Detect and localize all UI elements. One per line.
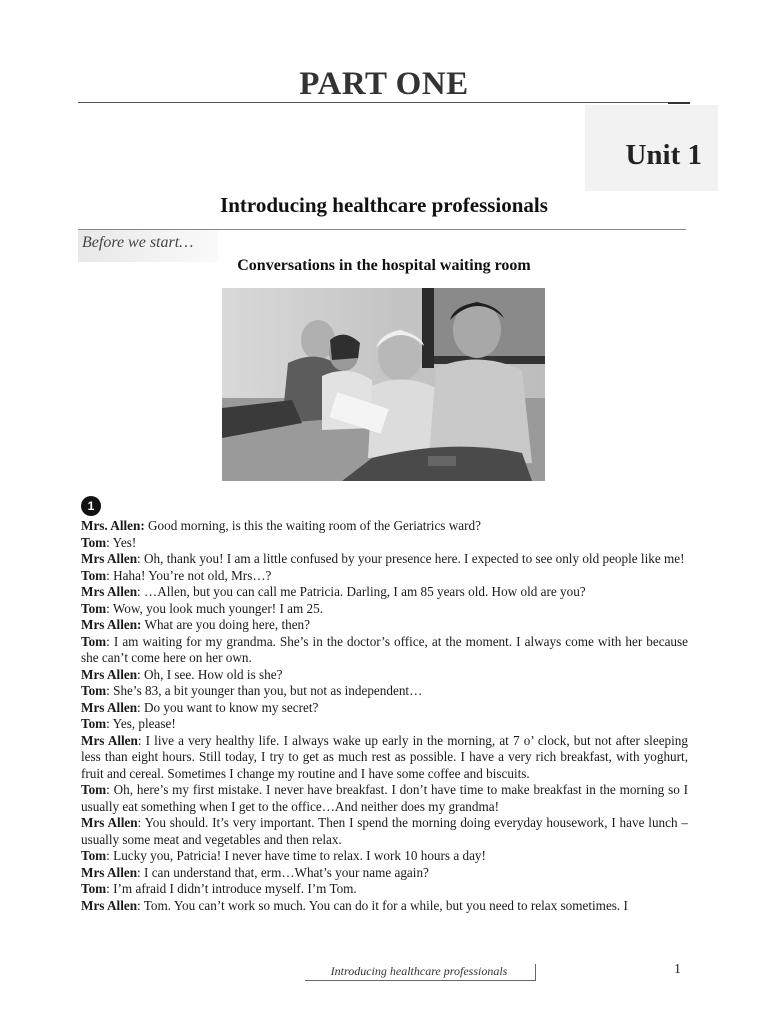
speaker-name: Tom [81,633,107,649]
dialogue-line [81,700,688,717]
dialogue-line [81,601,688,618]
page-number: 1 [674,962,681,977]
dialogue-line [81,716,688,733]
speaker-name: Mrs Allen [81,732,138,748]
header-rule [78,102,668,103]
line-text: : I’m afraid I didn’t introduce myself. I’m Tom. [106,881,357,896]
speaker-name: Tom [81,782,107,797]
speaker-name: Mrs Allen [81,551,138,566]
line-text: : Yes, please! [106,716,176,731]
footer-rule [305,980,535,981]
part-title: PART ONE [299,66,469,102]
footer-rule-tick [535,964,536,981]
speaker-name: Mrs Allen [81,864,138,880]
dialogue-line [81,782,688,815]
dialogue-line [81,584,688,601]
dialogue-line [81,551,688,568]
line-text: : She’s 83, a bit younger than you, but not as independent… [106,683,423,698]
line-text: : I can understand that, erm…What’s your name again? [137,864,429,880]
dialogue-line [81,733,688,783]
dialogue-line [81,667,688,684]
speaker-name: Tom [81,881,107,896]
speaker-name: Tom [81,600,107,616]
line-text: What are you doing here, then? [141,617,311,632]
dialogue-line [81,865,688,882]
dialogue [81,518,688,914]
before-we-start-label: Before we start… [82,234,194,251]
dialogue-line [81,848,688,865]
speaker-name: Mrs Allen [81,815,138,830]
line-text: : Oh, thank you! I am a little confused by your presence here. I expected to see only old people like me! [137,551,685,566]
line-text: : You should. It’s very important. Then I spend the morning doing everyday housework, I have lunch – usually some meat and vegetables and then relax. [81,815,688,847]
speaker-name: Tom [81,534,107,550]
line-text: : Oh, I see. How old is she? [137,666,283,682]
line-text: : Tom. You can’t work so much. You can do it for a while, but you need to relax sometimes. I [137,897,628,913]
line-text: : …Allen, but you can call me Patricia. Darling, I am 85 years old. How old are you? [137,584,586,599]
speaker-name: Tom [81,567,107,583]
dialogue-line [81,568,688,585]
section-title: Introducing healthcare professionals [220,193,548,217]
header-rule-accent [668,102,690,104]
line-text: : Oh, here’s my first mistake. I never have breakfast. I don’t have time to make breakfast in the morning so I usually eat something when I get to the office…And neither does my grandma! [81,782,688,814]
dialogue-line [81,898,688,915]
speaker-name: Tom [81,848,107,863]
line-text: : Yes! [106,534,137,550]
dialogue-line [81,535,688,552]
exercise-number-badge: 1 [81,496,101,516]
dialogue-line [81,634,688,667]
waiting-room-photo [222,288,545,481]
line-text: Good morning, is this the waiting room of the Geriatrics ward? [144,518,481,533]
dialogue-line [81,881,688,898]
speaker-name: Mrs Allen: [81,617,142,632]
speaker-name: Mrs Allen [81,897,138,913]
running-footer-title: Introducing healthcare professionals [330,964,508,978]
unit-title: Unit 1 [625,139,702,171]
speaker-name: Mrs. Allen: [81,518,145,533]
dialogue-line [81,617,688,634]
dialogue-line [81,815,688,848]
dialogue-line [81,683,688,700]
speaker-name: Tom [81,716,107,731]
speaker-name: Tom [81,683,107,698]
speaker-name: Mrs Allen [81,584,138,599]
line-text: : Do you want to know my secret? [137,699,319,715]
line-text: : I am waiting for my grandma. She’s in the doctor’s office, at the moment. I always come with her because she can’t come here on her own. [81,633,688,665]
line-text: : Lucky you, Patricia! I never have time to relax. I work 10 hours a day! [106,848,486,863]
speaker-name: Mrs Allen [81,666,138,682]
line-text: : Haha! You’re not old, Mrs…? [106,567,272,583]
line-text: : Wow, you look much younger! I am 25. [106,600,324,616]
dialogue-line [81,518,688,535]
speaker-name: Mrs Allen [81,699,138,715]
line-text: : I live a very healthy life. I always wake up early in the morning, at 7 o’ clock, but not after sleeping less than eight hours. Still today, I try to get as much rest as possible. I have a very rich breakfast, with yoghurt, fruit and cereal. Sometimes I change my routine and I have some coffee and biscuits. [81,732,688,781]
conversation-title: Conversations in the hospital waiting room [237,257,531,274]
